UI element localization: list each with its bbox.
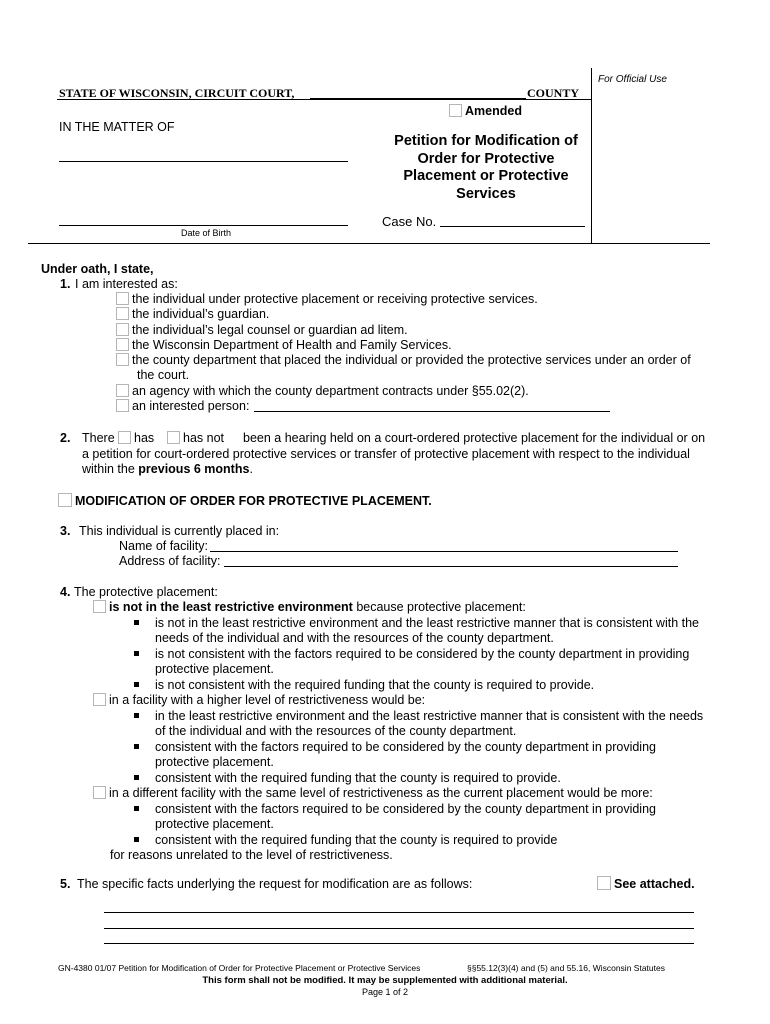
case-no-label: Case No. — [382, 214, 437, 229]
page-title — [380, 133, 592, 203]
interested-person-field[interactable] — [254, 411, 610, 412]
see-attached-option[interactable] — [597, 876, 695, 891]
bullet — [134, 620, 139, 625]
modification-checkbox[interactable] — [58, 493, 72, 507]
bullet-text: of the individual and with the resources of the county department. — [155, 724, 517, 738]
item-number: 3. — [60, 524, 71, 538]
date-of-birth-label: Date of Birth — [181, 228, 232, 238]
see-attached-checkbox[interactable] — [597, 876, 611, 890]
option-label: the Wisconsin Department of Health and Family Services. — [132, 338, 452, 352]
matter-name-field[interactable] — [59, 161, 348, 162]
bullet — [134, 651, 139, 656]
oath-statement: Under oath, I state, — [41, 262, 154, 276]
has-label: has — [134, 431, 155, 445]
checkbox[interactable] — [116, 353, 129, 366]
bullet — [134, 806, 139, 811]
court-underline — [57, 99, 591, 100]
interest-option-counsel[interactable] — [116, 323, 408, 337]
statutes: §§55.12(3)(4) and (5) and 55.16, Wisconsin Statutes — [467, 963, 665, 973]
header-divider — [28, 243, 710, 244]
facts-line[interactable] — [104, 928, 694, 929]
title-line: Placement or Protective — [403, 168, 569, 184]
case-no-field[interactable] — [440, 226, 585, 227]
bullet-text: in the least restrictive environment and the least restrictive manner that is consistent with the needs — [155, 709, 704, 723]
option-label: an interested person: — [132, 399, 250, 413]
court-label: STATE OF WISCONSIN, CIRCUIT COURT, — [59, 86, 295, 100]
checkbox[interactable] — [93, 600, 106, 613]
modification-option[interactable] — [58, 493, 432, 508]
option-label: the individual’s guardian. — [132, 307, 270, 321]
item3-label: This individual is currently placed in: — [79, 524, 280, 538]
checkbox[interactable] — [116, 307, 129, 320]
bullet-text: protective placement. — [155, 817, 274, 831]
checkbox[interactable] — [116, 292, 129, 305]
title-line: Petition for Modification of — [394, 133, 578, 149]
checkbox[interactable] — [116, 384, 129, 397]
has-not-label: has not — [183, 431, 225, 445]
checkbox[interactable] — [116, 323, 129, 336]
item-number: 5. — [60, 877, 71, 891]
option-label: the individual under protective placement or receiving protective services. — [132, 292, 538, 306]
interest-option-state-dept[interactable] — [116, 338, 452, 352]
date-of-birth-field[interactable] — [59, 225, 348, 226]
bullet — [134, 682, 139, 687]
option-label: because protective placement: — [356, 600, 526, 614]
title-line: Order for Protective — [417, 150, 555, 167]
bullet-text: protective placement. — [155, 755, 274, 769]
bullet-text: is not consistent with the factors required to be considered by the county department in providing — [155, 647, 690, 661]
form-id: GN-4380 01/07 Petition for Modification of Order for Protective Placement or Protective Services — [58, 963, 421, 973]
emphasis: previous 6 months — [138, 462, 250, 476]
text: . — [249, 462, 253, 476]
section-heading: MODIFICATION OF ORDER FOR PROTECTIVE PLACEMENT. — [75, 494, 432, 508]
has-not-option[interactable] — [167, 431, 224, 445]
item-number: 2. — [60, 431, 71, 445]
facility-address-field[interactable] — [224, 566, 678, 567]
bullet-text: protective placement. — [155, 662, 274, 676]
option-label-bold: is not in the least restrictive environment — [109, 600, 353, 614]
bullet — [134, 775, 139, 780]
facility-name-label: Name of facility: — [119, 539, 208, 553]
bullet-text: is not in the least restrictive environment and the least restrictive manner that is consistent with the — [155, 616, 700, 630]
item2-text — [82, 462, 253, 476]
facts-line[interactable] — [104, 912, 694, 913]
interest-option-agency[interactable] — [116, 384, 529, 398]
option-label: an agency with which the county department contracts under §55.02(2). — [132, 384, 529, 398]
facts-line[interactable] — [104, 943, 694, 944]
item1-label: I am interested as: — [75, 277, 178, 291]
has-checkbox[interactable] — [118, 431, 131, 444]
amended-option[interactable] — [449, 104, 522, 118]
page-number: Page 1 of 2 — [361, 987, 409, 997]
item5-label: The specific facts underlying the request for modification are as follows: — [77, 877, 473, 891]
title-line: Services — [456, 185, 516, 202]
option-label: in a different facility with the same level of restrictiveness as the current placement would be more: — [109, 786, 653, 800]
county-dept-continuation: the court. — [137, 368, 190, 382]
official-use-label: For Official Use — [598, 74, 667, 85]
option-label: in a facility with a higher level of restrictiveness would be: — [109, 693, 426, 707]
county-label: COUNTY — [527, 86, 580, 100]
item4-tail: for reasons unrelated to the level of restrictiveness. — [110, 848, 393, 862]
checkbox[interactable] — [93, 786, 106, 799]
bullet-text: consistent with the factors required to be considered by the county department in providing — [155, 802, 656, 816]
bullet — [134, 713, 139, 718]
amended-label: Amended — [465, 104, 522, 118]
placement-option-not-least-restrictive[interactable] — [93, 600, 526, 614]
item-number: 1. — [60, 277, 71, 291]
bullet-text: consistent with the required funding that the county is required to provide — [155, 833, 558, 847]
placement-option-higher-restrictiveness[interactable] — [93, 693, 425, 707]
checkbox[interactable] — [116, 399, 129, 412]
interest-option-guardian[interactable] — [116, 307, 269, 321]
text: within the — [82, 462, 135, 476]
bullet-text: is not consistent with the required funding that the county is required to provide. — [155, 678, 595, 692]
checkbox[interactable] — [116, 338, 129, 351]
option-label: the county department that placed the individual or provided the protective services under an order of — [132, 353, 691, 367]
facility-name-field[interactable] — [210, 551, 678, 552]
item-number: 4. — [60, 585, 71, 599]
amended-checkbox[interactable] — [449, 104, 462, 117]
bullet — [134, 837, 139, 842]
placement-option-different-facility[interactable] — [93, 786, 653, 800]
item2-text: been a hearing held on a court-ordered protective placement for the individual or on — [243, 431, 706, 445]
bullet-text: consistent with the factors required to be considered by the county department in providing — [155, 740, 656, 754]
has-not-checkbox[interactable] — [167, 431, 180, 444]
option-label: the individual’s legal counsel or guardian ad litem. — [132, 323, 408, 337]
checkbox[interactable] — [93, 693, 106, 706]
bullet-text: consistent with the required funding that the county is required to provide. — [155, 771, 561, 785]
facility-address-label: Address of facility: — [119, 554, 221, 568]
bullet — [134, 744, 139, 749]
interest-option-interested-person[interactable] — [116, 399, 249, 413]
in-the-matter-label: IN THE MATTER OF — [59, 120, 175, 134]
has-option[interactable] — [118, 431, 154, 445]
see-attached-label: See attached. — [614, 877, 695, 891]
footer-notice: This form shall not be modified. It may be supplemented with additional material. — [202, 975, 568, 986]
item2-there: There — [82, 431, 115, 445]
item4-label: The protective placement: — [74, 585, 218, 599]
item2-text: a petition for court-ordered protective services or transfer of protective placement with respect to the individual — [82, 447, 690, 461]
interest-option-county-dept[interactable] — [116, 353, 691, 367]
bullet-text: needs of the individual and with the resources of the county department. — [155, 631, 554, 645]
interest-option-individual[interactable] — [116, 292, 538, 306]
